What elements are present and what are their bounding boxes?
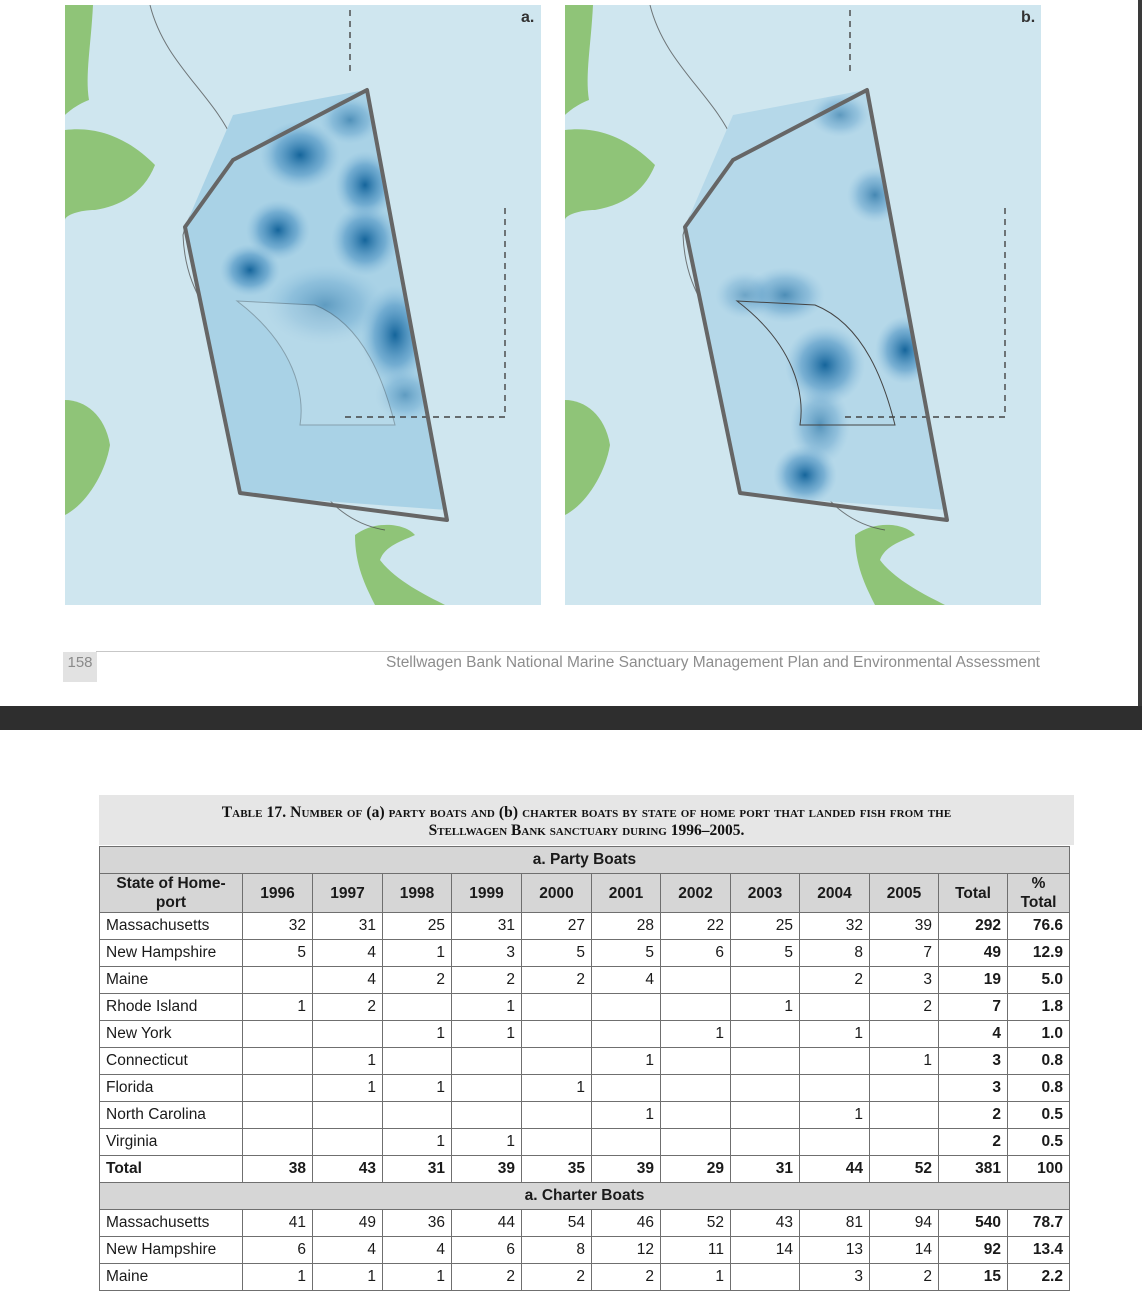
- pct-cell: 13.4: [1008, 1237, 1070, 1264]
- density-map-a: [65, 5, 541, 605]
- total-cell: 49: [939, 940, 1008, 967]
- year-value-cell: 2: [313, 994, 383, 1021]
- year-value-cell: 46: [592, 1210, 661, 1237]
- year-value-cell: 1: [870, 1048, 939, 1075]
- year-value-cell: 1: [592, 1048, 661, 1075]
- caption-b: (b): [498, 804, 519, 821]
- total-cell: 7: [939, 994, 1008, 1021]
- year-value-cell: 4: [383, 1237, 452, 1264]
- year-value-cell: 41: [243, 1210, 313, 1237]
- year-value-cell: 3: [800, 1264, 870, 1291]
- pct-cell: 5.0: [1008, 967, 1070, 994]
- year-value-cell: 8: [800, 940, 870, 967]
- column-header-year: 1997: [313, 874, 383, 913]
- page-edge: [1138, 0, 1142, 706]
- year-value-cell: 31: [383, 1156, 452, 1183]
- year-value-cell: [661, 994, 731, 1021]
- year-value-cell: 28: [592, 913, 661, 940]
- year-value-cell: [731, 1102, 800, 1129]
- state-cell: Total: [100, 1156, 243, 1183]
- table-row: [100, 1237, 1070, 1264]
- year-value-cell: [522, 1048, 592, 1075]
- caption-line-2: [99, 822, 1074, 840]
- year-value-cell: [800, 1075, 870, 1102]
- table-caption: [99, 795, 1074, 845]
- total-cell: 292: [939, 913, 1008, 940]
- pct-cell: 1.0: [1008, 1021, 1070, 1048]
- year-value-cell: [452, 1075, 522, 1102]
- year-value-cell: 5: [731, 940, 800, 967]
- year-value-cell: 1: [243, 994, 313, 1021]
- section-label: a. Charter Boats: [100, 1183, 1070, 1210]
- year-value-cell: [661, 967, 731, 994]
- year-value-cell: [870, 1129, 939, 1156]
- year-value-cell: 2: [870, 994, 939, 1021]
- caption-years: 1996–2005.: [670, 822, 745, 839]
- total-cell: 381: [939, 1156, 1008, 1183]
- map-a-label: a.: [521, 9, 535, 26]
- year-value-cell: 36: [383, 1210, 452, 1237]
- column-header-year: 2003: [731, 874, 800, 913]
- year-value-cell: [731, 1075, 800, 1102]
- year-value-cell: 1: [522, 1075, 592, 1102]
- year-value-cell: 1: [313, 1048, 383, 1075]
- year-value-cell: 14: [731, 1237, 800, 1264]
- state-cell: New Hampshire: [100, 940, 243, 967]
- year-value-cell: 43: [313, 1156, 383, 1183]
- year-value-cell: [522, 1129, 592, 1156]
- page-divider: [0, 706, 1142, 730]
- year-value-cell: [731, 1021, 800, 1048]
- year-value-cell: 1: [592, 1102, 661, 1129]
- total-cell: 4: [939, 1021, 1008, 1048]
- year-value-cell: 11: [661, 1237, 731, 1264]
- year-value-cell: [452, 1048, 522, 1075]
- column-header-year: 1998: [383, 874, 452, 913]
- year-value-cell: 4: [592, 967, 661, 994]
- year-value-cell: [592, 994, 661, 1021]
- year-value-cell: 6: [243, 1237, 313, 1264]
- pct-cell: 1.8: [1008, 994, 1070, 1021]
- year-value-cell: [800, 994, 870, 1021]
- year-value-cell: [383, 994, 452, 1021]
- year-value-cell: 7: [870, 940, 939, 967]
- column-header-year: 1999: [452, 874, 522, 913]
- state-cell: Maine: [100, 1264, 243, 1291]
- pct-cell: 100: [1008, 1156, 1070, 1183]
- year-value-cell: [522, 994, 592, 1021]
- total-cell: 15: [939, 1264, 1008, 1291]
- year-value-cell: 1: [313, 1075, 383, 1102]
- year-value-cell: 27: [522, 913, 592, 940]
- year-value-cell: [383, 1048, 452, 1075]
- year-value-cell: 1: [661, 1021, 731, 1048]
- year-value-cell: 1: [452, 1129, 522, 1156]
- total-cell: 92: [939, 1237, 1008, 1264]
- footer-rule: [96, 651, 1040, 652]
- year-value-cell: [383, 1102, 452, 1129]
- map-a-graphic: [65, 5, 541, 605]
- state-cell: Massachusetts: [100, 1210, 243, 1237]
- year-value-cell: 6: [661, 940, 731, 967]
- year-value-cell: 1: [313, 1264, 383, 1291]
- year-value-cell: 1: [661, 1264, 731, 1291]
- total-cell: 3: [939, 1075, 1008, 1102]
- year-value-cell: 2: [522, 967, 592, 994]
- table-row: [100, 1210, 1070, 1237]
- year-value-cell: 8: [522, 1237, 592, 1264]
- pct-cell: 0.5: [1008, 1129, 1070, 1156]
- pct-cell: 0.8: [1008, 1048, 1070, 1075]
- column-header-year: 2001: [592, 874, 661, 913]
- year-value-cell: 1: [243, 1264, 313, 1291]
- state-cell: New York: [100, 1021, 243, 1048]
- table-row: [100, 1264, 1070, 1291]
- total-cell: 19: [939, 967, 1008, 994]
- year-value-cell: [313, 1021, 383, 1048]
- year-value-cell: [243, 967, 313, 994]
- year-value-cell: 1: [383, 1264, 452, 1291]
- state-cell: North Carolina: [100, 1102, 243, 1129]
- year-value-cell: 32: [243, 913, 313, 940]
- year-value-cell: [731, 1129, 800, 1156]
- total-cell: 3: [939, 1048, 1008, 1075]
- section-party-boats: [100, 847, 1070, 874]
- state-cell: Rhode Island: [100, 994, 243, 1021]
- total-cell: 540: [939, 1210, 1008, 1237]
- year-value-cell: 14: [870, 1237, 939, 1264]
- year-value-cell: 1: [383, 1021, 452, 1048]
- year-value-cell: 1: [731, 994, 800, 1021]
- year-value-cell: 4: [313, 1237, 383, 1264]
- year-value-cell: 54: [522, 1210, 592, 1237]
- year-value-cell: 5: [243, 940, 313, 967]
- section-charter-boats: [100, 1183, 1070, 1210]
- year-value-cell: [870, 1075, 939, 1102]
- year-value-cell: [592, 1075, 661, 1102]
- table-row: [100, 1102, 1070, 1129]
- year-value-cell: [731, 1048, 800, 1075]
- year-value-cell: 3: [870, 967, 939, 994]
- year-value-cell: 39: [452, 1156, 522, 1183]
- year-value-cell: 1: [800, 1021, 870, 1048]
- caption-line2-text: Stellwagen Bank sanctuary during: [428, 822, 671, 839]
- column-header-year: 2005: [870, 874, 939, 913]
- pct-cell: 76.6: [1008, 913, 1070, 940]
- year-value-cell: 1: [452, 1021, 522, 1048]
- year-value-cell: [731, 967, 800, 994]
- year-value-cell: 43: [731, 1210, 800, 1237]
- year-value-cell: 4: [313, 940, 383, 967]
- year-value-cell: 1: [383, 1129, 452, 1156]
- year-value-cell: [313, 1102, 383, 1129]
- year-value-cell: 4: [313, 967, 383, 994]
- year-value-cell: 1: [383, 940, 452, 967]
- pct-cell: 78.7: [1008, 1210, 1070, 1237]
- state-cell: Connecticut: [100, 1048, 243, 1075]
- density-map-b: [565, 5, 1041, 605]
- year-value-cell: 1: [800, 1102, 870, 1129]
- footer-title: Stellwagen Bank National Marine Sanctuary Management Plan and Environmental Assessment: [386, 654, 1040, 671]
- year-value-cell: [800, 1129, 870, 1156]
- column-header-year: 2004: [800, 874, 870, 913]
- table-row: [100, 940, 1070, 967]
- state-cell: Florida: [100, 1075, 243, 1102]
- state-cell: Virginia: [100, 1129, 243, 1156]
- year-value-cell: 94: [870, 1210, 939, 1237]
- column-header-year: 2002: [661, 874, 731, 913]
- year-value-cell: [870, 1102, 939, 1129]
- column-header-year: 1996: [243, 874, 313, 913]
- year-value-cell: 12: [592, 1237, 661, 1264]
- year-value-cell: [522, 1102, 592, 1129]
- year-value-cell: 81: [800, 1210, 870, 1237]
- table-row: [100, 1129, 1070, 1156]
- year-value-cell: [452, 1102, 522, 1129]
- year-value-cell: 2: [870, 1264, 939, 1291]
- year-value-cell: 2: [592, 1264, 661, 1291]
- year-value-cell: [243, 1021, 313, 1048]
- year-value-cell: 25: [731, 913, 800, 940]
- total-cell: 2: [939, 1129, 1008, 1156]
- year-value-cell: 31: [313, 913, 383, 940]
- table-row: [100, 1075, 1070, 1102]
- year-value-cell: [243, 1129, 313, 1156]
- column-header-total: Total: [939, 874, 1008, 913]
- year-value-cell: 29: [661, 1156, 731, 1183]
- year-value-cell: [592, 1129, 661, 1156]
- year-value-cell: [313, 1129, 383, 1156]
- state-cell: New Hampshire: [100, 1237, 243, 1264]
- year-value-cell: 52: [661, 1210, 731, 1237]
- state-cell: Maine: [100, 967, 243, 994]
- year-value-cell: 6: [452, 1237, 522, 1264]
- year-value-cell: 31: [452, 913, 522, 940]
- year-value-cell: [661, 1075, 731, 1102]
- column-header-year: 2000: [522, 874, 592, 913]
- state-cell: Massachusetts: [100, 913, 243, 940]
- caption-prefix: Table 17. Number of: [221, 804, 367, 821]
- year-value-cell: 1: [383, 1075, 452, 1102]
- year-value-cell: [592, 1021, 661, 1048]
- year-value-cell: 25: [383, 913, 452, 940]
- year-value-cell: 52: [870, 1156, 939, 1183]
- year-value-cell: 5: [522, 940, 592, 967]
- pct-cell: 12.9: [1008, 940, 1070, 967]
- header-row: [100, 874, 1070, 913]
- total-row: [100, 1156, 1070, 1183]
- total-cell: 2: [939, 1102, 1008, 1129]
- year-value-cell: 2: [800, 967, 870, 994]
- year-value-cell: 2: [452, 1264, 522, 1291]
- year-value-cell: 3: [452, 940, 522, 967]
- year-value-cell: 1: [452, 994, 522, 1021]
- year-value-cell: 38: [243, 1156, 313, 1183]
- year-value-cell: [661, 1048, 731, 1075]
- table-row: [100, 994, 1070, 1021]
- year-value-cell: 39: [870, 913, 939, 940]
- table-row: [100, 913, 1070, 940]
- caption-mid: party boats and: [384, 804, 499, 821]
- year-value-cell: [243, 1048, 313, 1075]
- year-value-cell: 44: [800, 1156, 870, 1183]
- map-b-graphic: [565, 5, 1041, 605]
- year-value-cell: 35: [522, 1156, 592, 1183]
- year-value-cell: 44: [452, 1210, 522, 1237]
- pct-cell: 2.2: [1008, 1264, 1070, 1291]
- year-value-cell: [731, 1264, 800, 1291]
- section-label: a. Party Boats: [100, 847, 1070, 874]
- year-value-cell: [243, 1102, 313, 1129]
- table-row: [100, 1021, 1070, 1048]
- year-value-cell: 39: [592, 1156, 661, 1183]
- map-b-label: b.: [1021, 9, 1036, 26]
- year-value-cell: [870, 1021, 939, 1048]
- year-value-cell: 13: [800, 1237, 870, 1264]
- caption-a: (a): [366, 804, 385, 821]
- year-value-cell: [243, 1075, 313, 1102]
- page-number: 158: [63, 652, 97, 682]
- pct-cell: 0.8: [1008, 1075, 1070, 1102]
- year-value-cell: 32: [800, 913, 870, 940]
- year-value-cell: [522, 1021, 592, 1048]
- year-value-cell: [800, 1048, 870, 1075]
- table-row: [100, 1048, 1070, 1075]
- year-value-cell: 31: [731, 1156, 800, 1183]
- year-value-cell: 5: [592, 940, 661, 967]
- year-value-cell: 2: [383, 967, 452, 994]
- caption-line-1: [99, 804, 1074, 822]
- year-value-cell: 22: [661, 913, 731, 940]
- year-value-cell: 49: [313, 1210, 383, 1237]
- year-value-cell: 2: [522, 1264, 592, 1291]
- column-header-state: State of Home-port: [100, 874, 243, 913]
- table-row: [100, 967, 1070, 994]
- year-value-cell: 2: [452, 967, 522, 994]
- column-header-pct: % Total: [1008, 874, 1070, 913]
- year-value-cell: [661, 1129, 731, 1156]
- year-value-cell: [661, 1102, 731, 1129]
- boats-table: [99, 846, 1070, 1291]
- pct-cell: 0.5: [1008, 1102, 1070, 1129]
- caption-suffix: charter boats by state of home port that landed fish from the: [518, 804, 952, 821]
